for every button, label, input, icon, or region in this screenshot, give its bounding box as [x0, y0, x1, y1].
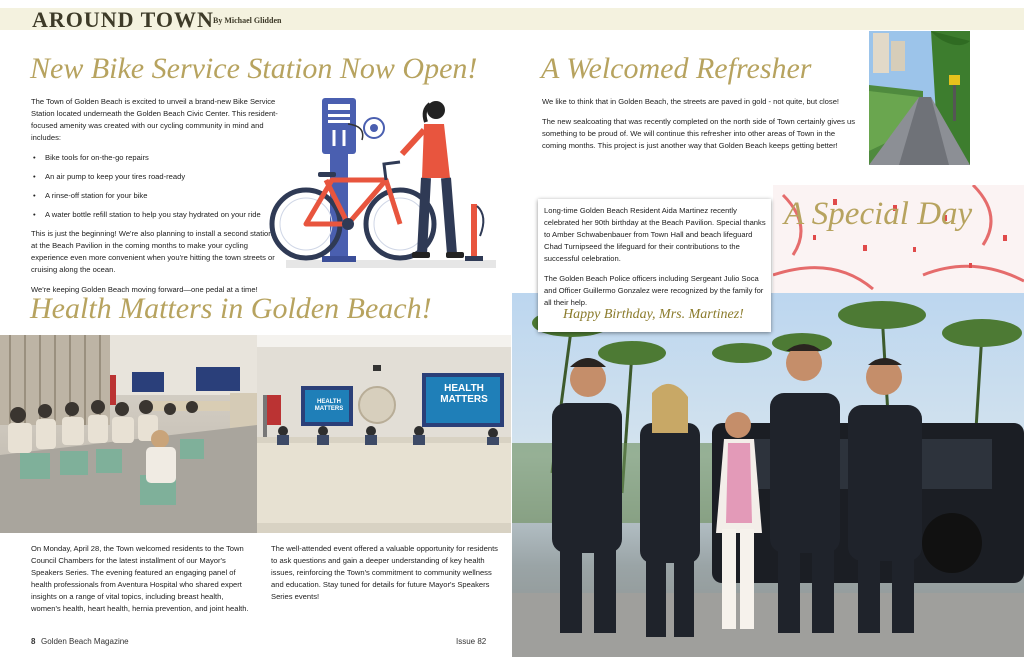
refresher-paragraph-2: The new sealcoating that was recently completed on the north side of Town certainly gives us something to be proud of. We will continue this refresher into other areas of Town in the coming months. This project is just another way that Golden Beach keeps getting better!: [542, 117, 856, 150]
list-item: • A rinse-off station for your bike: [41, 190, 279, 202]
list-item: • An air pump to keep your tires road-ready: [41, 171, 279, 183]
special-day-text-box: [538, 199, 771, 332]
special-paragraph-2: The Golden Beach Police officers including Sergeant Julio Soca and Officer Guillermo Gonzalez were recognized by the family for all their help.: [544, 274, 764, 307]
special-paragraph-1: Long-time Golden Beach Resident Aida Martinez recently celebrated her 90th birthday at the Beach Pavilion. Special thanks to Amber Schwabenbauer from Town Hall and beach lifeguard Chad Turnipseed the lifeguard for their contributions to the successful celebration.: [544, 206, 766, 263]
birthday-photo: [512, 293, 1024, 657]
special-day-article: [544, 205, 768, 317]
refresher-paragraph-1: We like to think that in Golden Beach, the streets are paved in gold - not quite, but close!: [542, 97, 840, 106]
bike-station-illustration: [266, 96, 498, 272]
bike-paragraph-2: This is just the beginning! We're also planning to install a second station at the Beach Pavilion in the coming months to make your cycling experience even more convenient when you're hitting the town streets or cruising along the ocean.: [31, 229, 275, 274]
health-column-1: On Monday, April 28, the Town welcomed residents to the Town Council Chambers for the latest installment of our Mayor's Speakers Series. The evening featured an engaging panel of health professionals from Aventura Hospital who shared expert insights on a range of vital topics, including breast health, women's health, heart health, hernia prevention, and joint health.: [31, 544, 249, 613]
refresher-heading: A Welcomed Refresher: [541, 52, 812, 85]
bike-heading: New Bike Service Station Now Open!: [30, 52, 478, 85]
bike-amenity-list: [31, 152, 279, 221]
refresher-article: [542, 96, 858, 160]
birthday-caption: Happy Birthday, Mrs. Martinez!: [563, 307, 744, 322]
council-audience-photo: [0, 335, 257, 533]
list-item: • A water bottle refill station to help you stay hydrated on your ride: [41, 209, 279, 221]
page-number: 8: [31, 637, 36, 646]
council-dais-photo: [257, 335, 511, 533]
street-photo: [869, 31, 970, 165]
byline: By Michael Glidden: [213, 16, 282, 25]
bike-intro: The Town of Golden Beach is excited to unveil a brand-new Bike Service Station located underneath the Golden Beach Civic Center. This resident-focused amenity was created with our cycling community in mind and includes:: [31, 97, 278, 142]
special-day-heading: A Special Day: [784, 196, 973, 232]
bike-paragraph-3: We're keeping Golden Beach moving forward—one pedal at a time!: [31, 285, 258, 294]
magazine-name: Golden Beach Magazine: [41, 637, 129, 646]
list-item: • Bike tools for on-the-go repairs: [41, 152, 279, 164]
health-column-2: The well-attended event offered a valuable opportunity for residents to ask questions and gain a deeper understanding of key health issues, reinforcing the Town's commitment to community wellness and education. Stay tuned for details for future Mayor's Speakers Series events!: [271, 544, 498, 601]
screen-title-left: HEALTH MATTERS: [314, 399, 344, 412]
screen-title-right: HEALTH MATTERS: [440, 383, 488, 405]
health-heading: Health Matters in Golden Beach!: [30, 292, 432, 325]
section-title: AROUND TOWN: [32, 7, 214, 32]
bike-article: [31, 96, 279, 304]
issue-number: Issue 82: [456, 637, 487, 646]
